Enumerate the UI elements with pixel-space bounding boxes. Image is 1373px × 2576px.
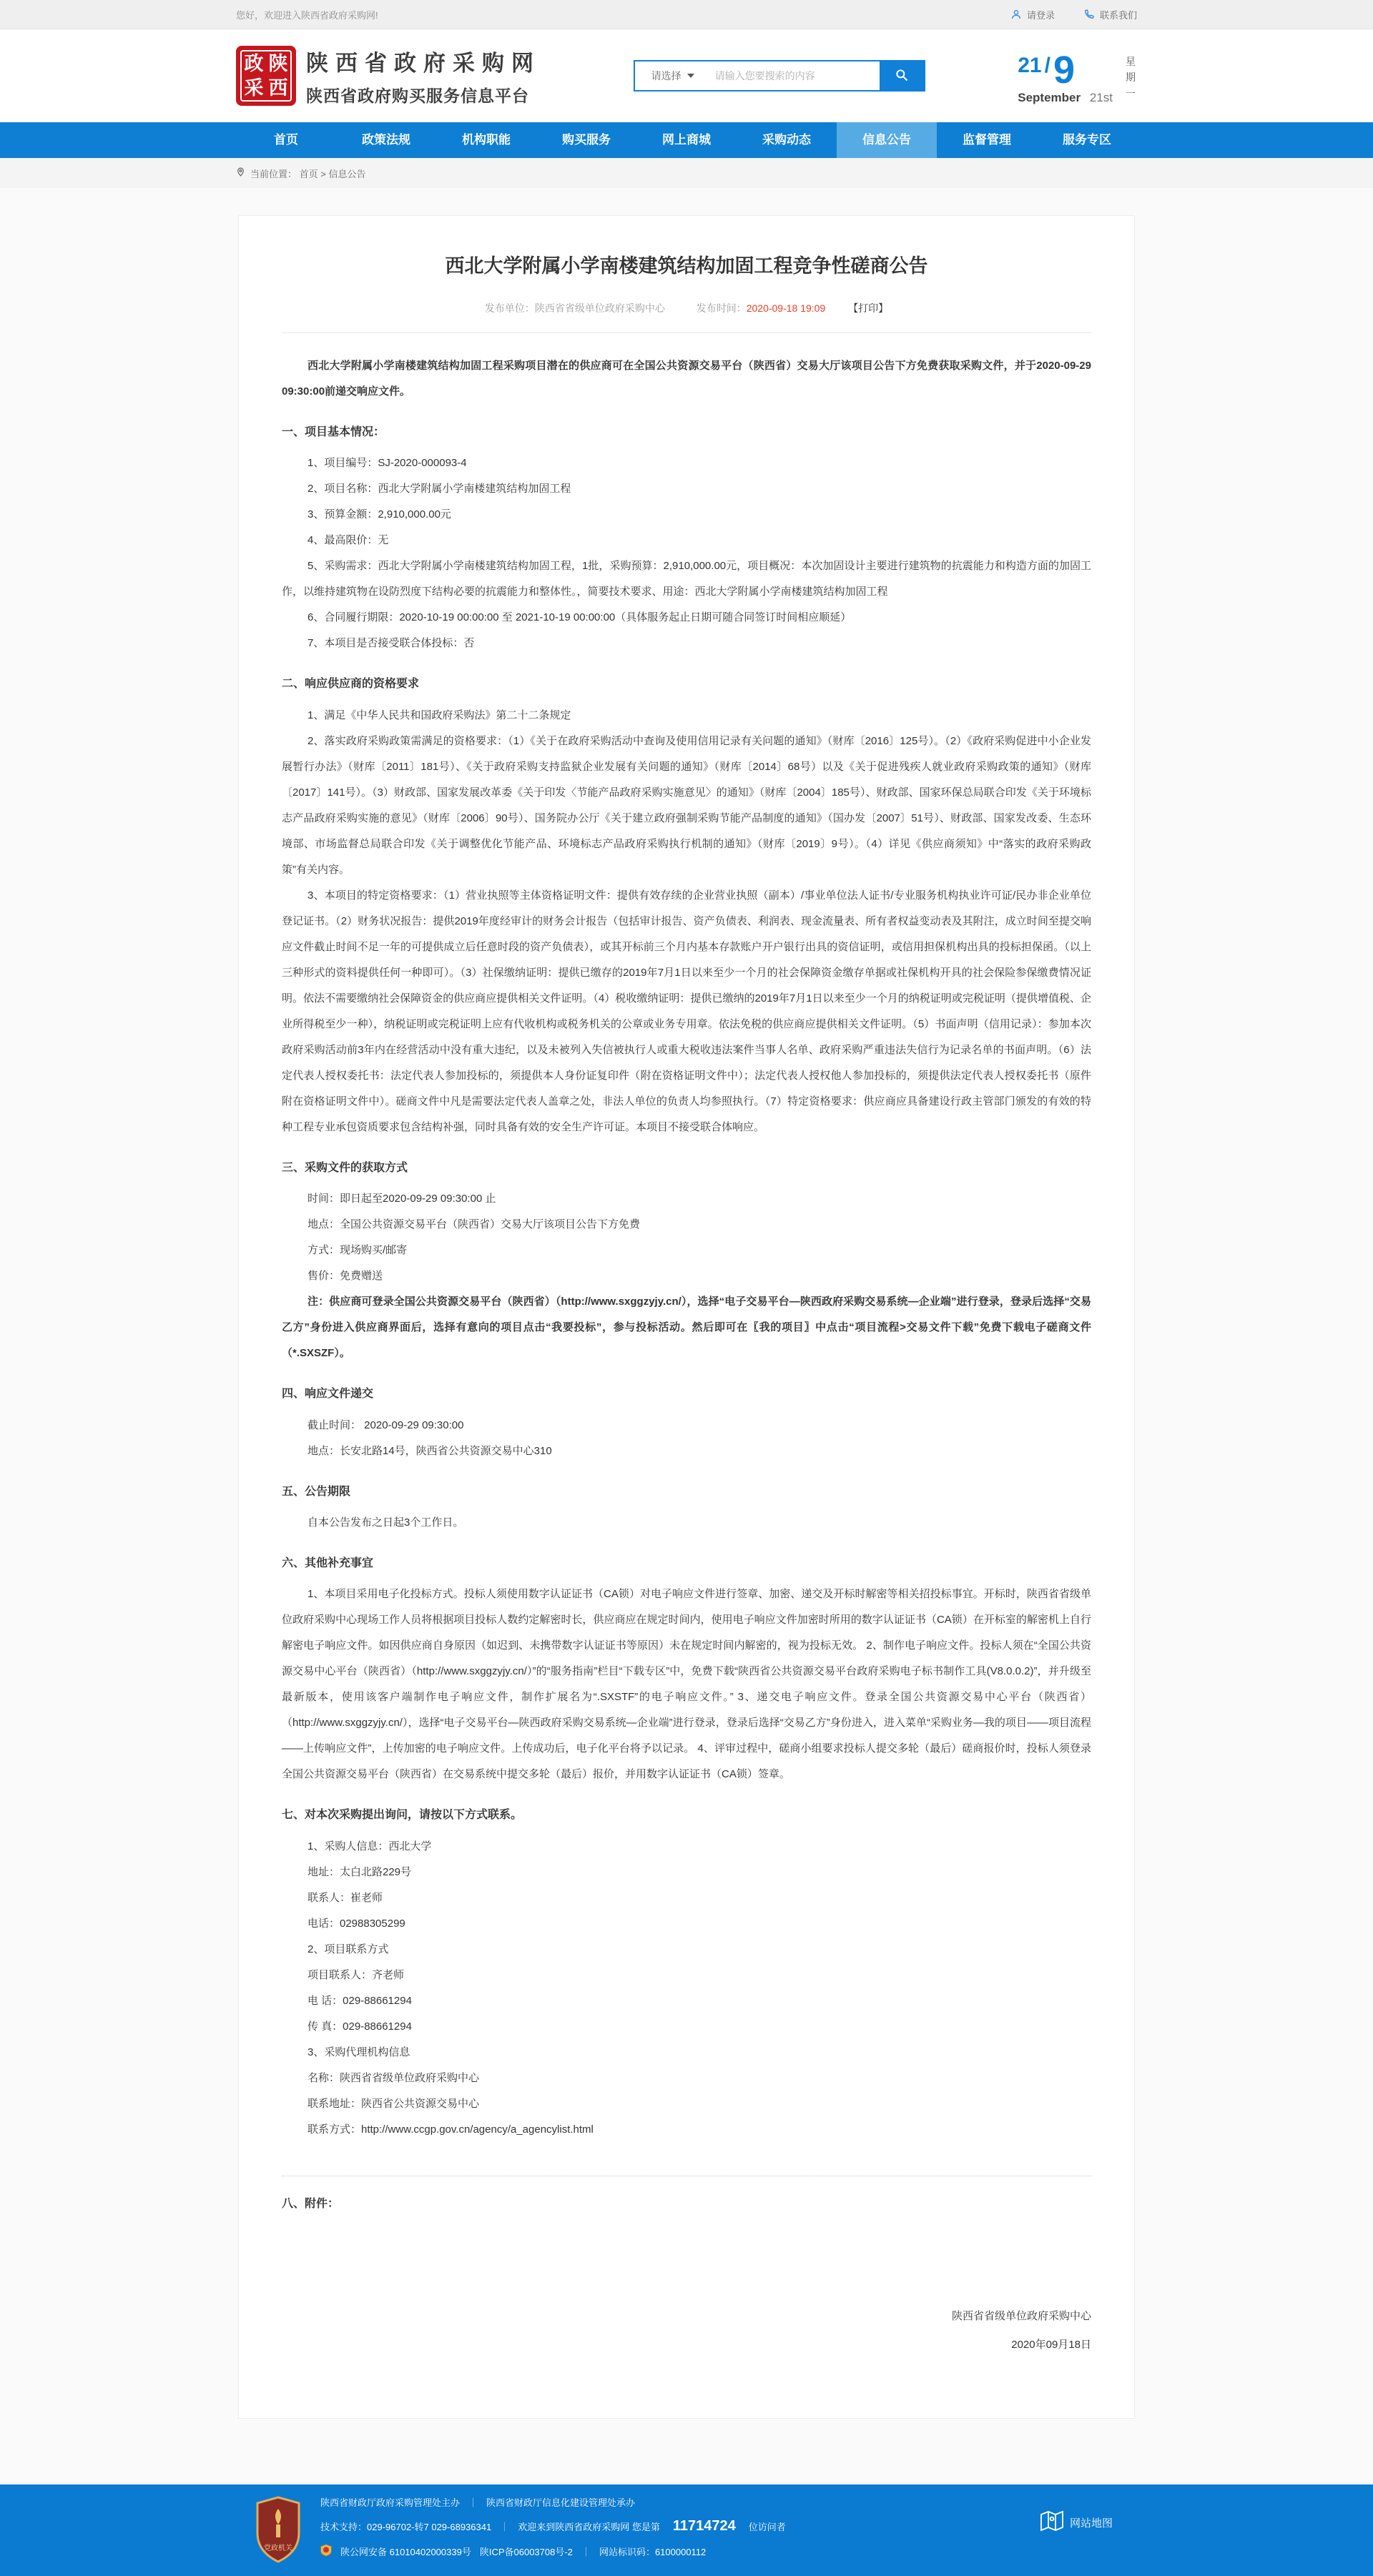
police-beian[interactable]: 陕公网安备 61010402000339号 (340, 2547, 471, 2558)
article-paragraph: 2、落实政府采购政策需满足的资格要求：（1）《关于在政府采购活动中查询及使用信用记录有关问题的通知》（财库〔2016〕125号）。（2）《政府采购促进中小企业发展暂行办法》（财库〔2011〕181号）、《关于政府采购支持监狱企业发展有关问题的通知》（财库〔2014〕68号）以及《关于促进残疾人就业政府采购政策的通知》（财库〔2017〕141号）。（3）财政部、国家发展改革委《关于印发〈节能产品政府采购实施意见〉的通知》（财库〔2004〕185号）、财政部、国家环保总局联合印发《关于环境标志产品政府采购实施的意见》（财库〔2006〕90号）、国务院办公厅《关于建立政府强制采购节能产品制度的通知》（国办发〔2007〕51号）、财政部、国家发改委、生态环境部、市场监督总局联合印发《关于调整优化节能产品、环境标志产品政府采购执行机制的通知》（财库〔2019〕9号）。（4）详见《供应商须知》中“落实的政府采购政策”有关内容。 (282, 734, 1091, 876)
footer-beian-line: 陕公网安备 61010402000339号 陕ICP备06003708号-2 ｜ 网站标识码：6100000112 (320, 2544, 1137, 2559)
article-paragraph: 方式：现场购买/邮寄 (307, 1244, 408, 1257)
nav-item-机构职能[interactable]: 机构职能 (462, 133, 511, 147)
main-area (0, 188, 1373, 2484)
phone-icon (1083, 9, 1095, 20)
article-paragraph: 截止时间： 2020-09-29 09:30:00 (307, 1418, 464, 1431)
section-heading: 三、采购文件的获取方式 (282, 1161, 408, 1174)
search-button[interactable] (880, 61, 924, 90)
section-heading: 二、响应供应商的资格要求 (282, 678, 420, 691)
breadcrumb-home-link[interactable]: 首页 (299, 168, 318, 179)
nav-item-信息公告[interactable]: 信息公告 (837, 122, 937, 158)
article-paragraph: 6、合同履行期限：2020-10-19 00:00:00 至 2021-10-19 00:00:00（具体服务起止日期可随合同签订时间相应顺延） (307, 611, 852, 624)
page-title: 西北大学附属小学南楼建筑结构加固工程竞争性磋商公告 (445, 255, 928, 277)
police-badge-icon (320, 2544, 332, 2559)
article-paragraph: 2、项目名称：西北大学附属小学南楼建筑结构加固工程 (307, 483, 571, 495)
article-paragraph: 1、本项目采用电子化投标方式。投标人须使用数字认证证书（CA锁）对电子响应文件进行签章、加密、递交及开标时解密等相关招投标事宜。开标时，陕西省省级单位政府采购中心现场工作人员将根据项目投标人数约定解密时长，供应商应在规定时间内，使用电子响应文件加密时所用的数字认证证书（CA锁）在开标室的解密机上自行解密电子响应文件。如因供应商自身原因（如迟到、未携带数字认证证书等原因）未在规定时间内解密的，视为投标无效。 2、制作电子响应文件。投标人须在“全国公共资源交易中心平台（陕西省）（http://www.sxggzyjy.cn/）”的“服务指南”栏目“下载专区”中，免费下载“陕西省公共资源交易平台政府采购电子标书制作工具(V8.0.0.2)”，并升级至最新版本，使用该客户端制作电子响应文件，制作扩展名为“.SXSTF”的电子响应文件。” 3、递交电子响应文件。登录全国公共资源交易中心平台（陕西省）（http://www.sxggzyjy.cn/），选择“电子交易平台—陕西政府采购交易系统—企业端”进行登录，登录后选择“交易乙方”身份进入，进入菜单“采购业务—我的项目——项目流程——上传响应文件”，上传加密的电子响应文件。上传成功后，电子化平台将予以记录。 4、评审过程中，磋商小组要求投标人提交多轮（最后）磋商报价时，投标人须登录全国公共资源交易平台（陕西省）在交易系统中提交多轮（最后）报价，并用数字认证证书（CA锁）签章。 (282, 1588, 1091, 1781)
article-paragraph: 地点：全国公共资源交易平台（陕西省）交易大厅该项目公告下方免费 (307, 1218, 641, 1231)
nav-item-服务专区[interactable]: 服务专区 (1063, 133, 1111, 147)
article-paragraph: 2、项目联系方式 (307, 1943, 389, 1955)
chevron-down-icon (687, 74, 694, 78)
article-meta: 发布单位：陕西省省级单位政府采购中心 发布时间：2020-09-18 19:09 【打印】 (282, 301, 1091, 333)
site-footer (0, 2484, 1373, 2576)
publish-time: 2020-09-18 19:09 (746, 302, 826, 314)
gov-emblem-icon (255, 2496, 302, 2565)
article-paragraph: 1、采购人信息：西北大学 (307, 1840, 432, 1852)
signature-line: 陕西省省级单位政府采购中心 (951, 2310, 1091, 2323)
site-brand[interactable] (236, 45, 541, 107)
top-bar (0, 0, 1373, 29)
article-paragraph: 项目联系人：齐老师 (307, 1968, 405, 1981)
user-icon (1010, 9, 1022, 20)
article-paragraph: 3、预算金额：2,910,000.00元 (307, 508, 451, 521)
article-paragraph: 5、采购需求：西北大学附属小学南楼建筑结构加固工程，1批，采购预算：2,910,000.00元，项目概况：本次加固设计主要进行建筑物的抗震能力和构造方面的加固工作，以维持建筑物在设防烈度下结构必要的抗震能力和整体性。，简要技术要求、用途：西北大学附属小学南楼建筑结构加固工程 (282, 560, 1091, 598)
sitemap-link[interactable]: 网站地图 (1040, 2510, 1113, 2535)
article-paragraph: 3、本项目的特定资格要求：（1）营业执照等主体资格证明文件：提供有效存续的企业营业执照（副本）/事业单位法人证书/专业服务机构执业许可证/民办非企业单位登记证书。（2）财务状况报告：提供2019年度经审计的财务会计报告（包括审计报告、资产负债表、利润表、现金流量表、所有者权益变动表及其附注，成立时间至提交响应文件截止时间不足一年的可提供成立后任意时段的资产负债表），或其开标前三个月内基本存款账户开户银行出具的资信证明，或信用担保机构出具的投标担保函。（以上三种形式的资料提供任何一种即可）。（3）社保缴纳证明：提供已缴存的2019年7月1日以来至少一个月的社会保障资金缴存单据或社保机构开具的社会保险参保缴费情况证明。依法不需要缴纳社会保障资金的供应商应提供相关文件证明。（4）税收缴纳证明：提供已缴纳的2019年7月1日以来至少一个月的纳税证明或完税证明（提供增值税、企业所得税至少一种），纳税证明或完税证明上应有代收机构或税务机关的公章或业务专用章。依法免税的供应商应提供相关文件证明。（5）书面声明（信用记录）：参加本次政府采购活动前3年内在经营活动中没有重大违纪，以及未被列入失信被执行人或重大税收违法案件当事人名单、政府采购严重违法失信行为记录名单的书面声明。（6）法定代表人授权委托书：法定代表人参加投标的，须提供本人身份证复印件（附在资格证明文件中）；法定代表人授权他人参加投标的，须提供法定代表人授权委托书（原件附在资格证明文件中）。磋商文件中凡是需要法定代表人盖章之处，非法人单位的负责人均参照执行。（7）特定资格要求：供应商应具备建设行政主管部门颁发的有效的特种工程专业承包资质要求包含结构补强，同时具备有效的安全生产许可证。本项目不接受联合体响应。 (282, 889, 1091, 1133)
search-box (634, 60, 925, 92)
breadcrumb-current: 信息公告 (328, 168, 366, 179)
article-paragraph: 7、本项目是否接受联合体投标：否 (307, 637, 475, 650)
article-paragraph: 时间：即日起至2020-09-29 09:30:00 止 (307, 1193, 496, 1205)
search-input[interactable] (711, 61, 880, 90)
nav-item-政策法规[interactable]: 政策法规 (362, 133, 410, 147)
spacer (282, 2222, 1091, 2301)
announcement-card (238, 215, 1135, 2419)
article-paragraph: 名称：陕西省省级单位政府采购中心 (307, 2071, 480, 2084)
search-category-select[interactable]: 请选择 (635, 61, 711, 90)
nav-item-采购动态[interactable]: 采购动态 (762, 133, 811, 147)
article-paragraph: 售价：免费赠送 (307, 1270, 383, 1283)
nav-menu (236, 122, 1137, 158)
visitor-count: 11714724 (672, 2518, 736, 2535)
article-paragraph: 地点：长安北路14号，陕西省公共资源交易中心310 (307, 1444, 552, 1457)
section-heading: 八、附件： (282, 2197, 340, 2210)
site-header (0, 29, 1373, 122)
main-nav (0, 122, 1373, 158)
article-paragraph: 3、采购代理机构信息 (307, 2045, 410, 2058)
article-paragraph: 联系方式：http://www.ccgp.gov.cn/agency/a_agencylist.html (307, 2123, 594, 2136)
article-paragraph: 联系人：崔老师 (307, 1891, 383, 1904)
section-heading: 一、项目基本情况： (282, 426, 385, 438)
article-paragraph: 联系地址：陕西省公共资源交易中心 (307, 2097, 480, 2110)
section-heading: 四、响应文件递交 (282, 1388, 374, 1401)
footer-org-line: 陕西省财政厅政府采购管理处主办 ｜ 陕西省财政厅信息化建设管理处承办 (320, 2497, 636, 2509)
article-paragraph: 电话：02988305299 (307, 1917, 405, 1930)
article-paragraph: 1、项目编号：SJ-2020-000093-4 (307, 457, 467, 470)
signature-line: 2020年09月18日 (1011, 2339, 1091, 2352)
article-paragraph: 传 真：029-88661294 (307, 2020, 412, 2033)
site-code: 网站标识码：6100000112 (599, 2547, 707, 2558)
icp-beian[interactable]: 陕ICP备06003708号-2 (479, 2547, 573, 2558)
site-subtitle: 陕西省政府购买服务信息平台 (306, 87, 529, 105)
emblem-label: 党政机关 (264, 2545, 292, 2553)
article-paragraph: 地址：太白北路229号 (307, 1865, 412, 1878)
article-paragraph: 注：供应商可登录全国公共资源交易平台（陕西省）（http://www.sxggzyjy.cn/），选择“电子交易平台—陕西政府采购交易系统—企业端”进行登录，登录后选择“交易乙方”身份进入供应商界面后，选择有意向的项目点击“我要投标”，参与投标活动。然后即可在〖我的项目〗中点击“项目流程>交易文件下载”免费下载电子磋商文件（*.SXSZF）。 (282, 1296, 1091, 1360)
section-heading: 六、其他补充事宜 (282, 1556, 374, 1569)
section-heading: 七、对本次采购提出询问，请按以下方式联系。 (282, 1809, 523, 1822)
date-widget: 21 / 9 September 21st 星期一 (1018, 49, 1136, 104)
sitemap-icon (1040, 2510, 1064, 2535)
login-link[interactable]: 请登录 (1010, 8, 1055, 21)
footer-support-line: 技术支持：029-96702-转7 029-68936341 ｜ 欢迎来到陕西省政府采购网 您是第 11714724 位访问者 (320, 2518, 786, 2535)
section-heading: 五、公告期限 (282, 1485, 351, 1498)
article-paragraph: 西北大学附属小学南楼建筑结构加固工程采购项目潜在的供应商可在全国公共资源交易平台（陕西省）交易大厅该项目公告下方免费获取采购文件，并于2020-09-29 09:30:00前递交响应文件。 (282, 360, 1091, 398)
article-paragraph: 电 话：029-88661294 (307, 1994, 412, 2007)
search-icon (895, 68, 909, 84)
publisher-name: 陕西省省级单位政府采购中心 (534, 302, 665, 314)
location-pin-icon (236, 167, 245, 179)
article-paragraph: 自本公告发布之日起3个工作日。 (307, 1516, 464, 1529)
contact-link[interactable]: 联系我们 (1083, 8, 1137, 21)
breadcrumb: 当前位置： 首页 > 信息公告 (250, 168, 366, 179)
site-title: 陕西省政府采购网 (306, 51, 541, 76)
nav-item-购买服务[interactable]: 购买服务 (562, 133, 611, 147)
site-logo-icon: 政 陕 采 西 (236, 46, 296, 106)
welcome-text: 您好，欢迎进入陕西省政府采购网! (236, 9, 378, 21)
print-button[interactable]: 【打印】 (848, 302, 889, 314)
nav-item-网上商城[interactable]: 网上商城 (662, 133, 711, 147)
article-paragraph: 4、最高限价：无 (307, 534, 389, 547)
nav-item-首页[interactable]: 首页 (274, 133, 298, 147)
weekday-label: 星期一 (1126, 56, 1136, 99)
nav-item-监督管理[interactable]: 监督管理 (963, 133, 1011, 147)
article-paragraph: 1、满足《中华人民共和国政府采购法》第二十二条规定 (307, 709, 571, 721)
article-body (282, 353, 1091, 2358)
breadcrumb-bar (0, 158, 1373, 188)
